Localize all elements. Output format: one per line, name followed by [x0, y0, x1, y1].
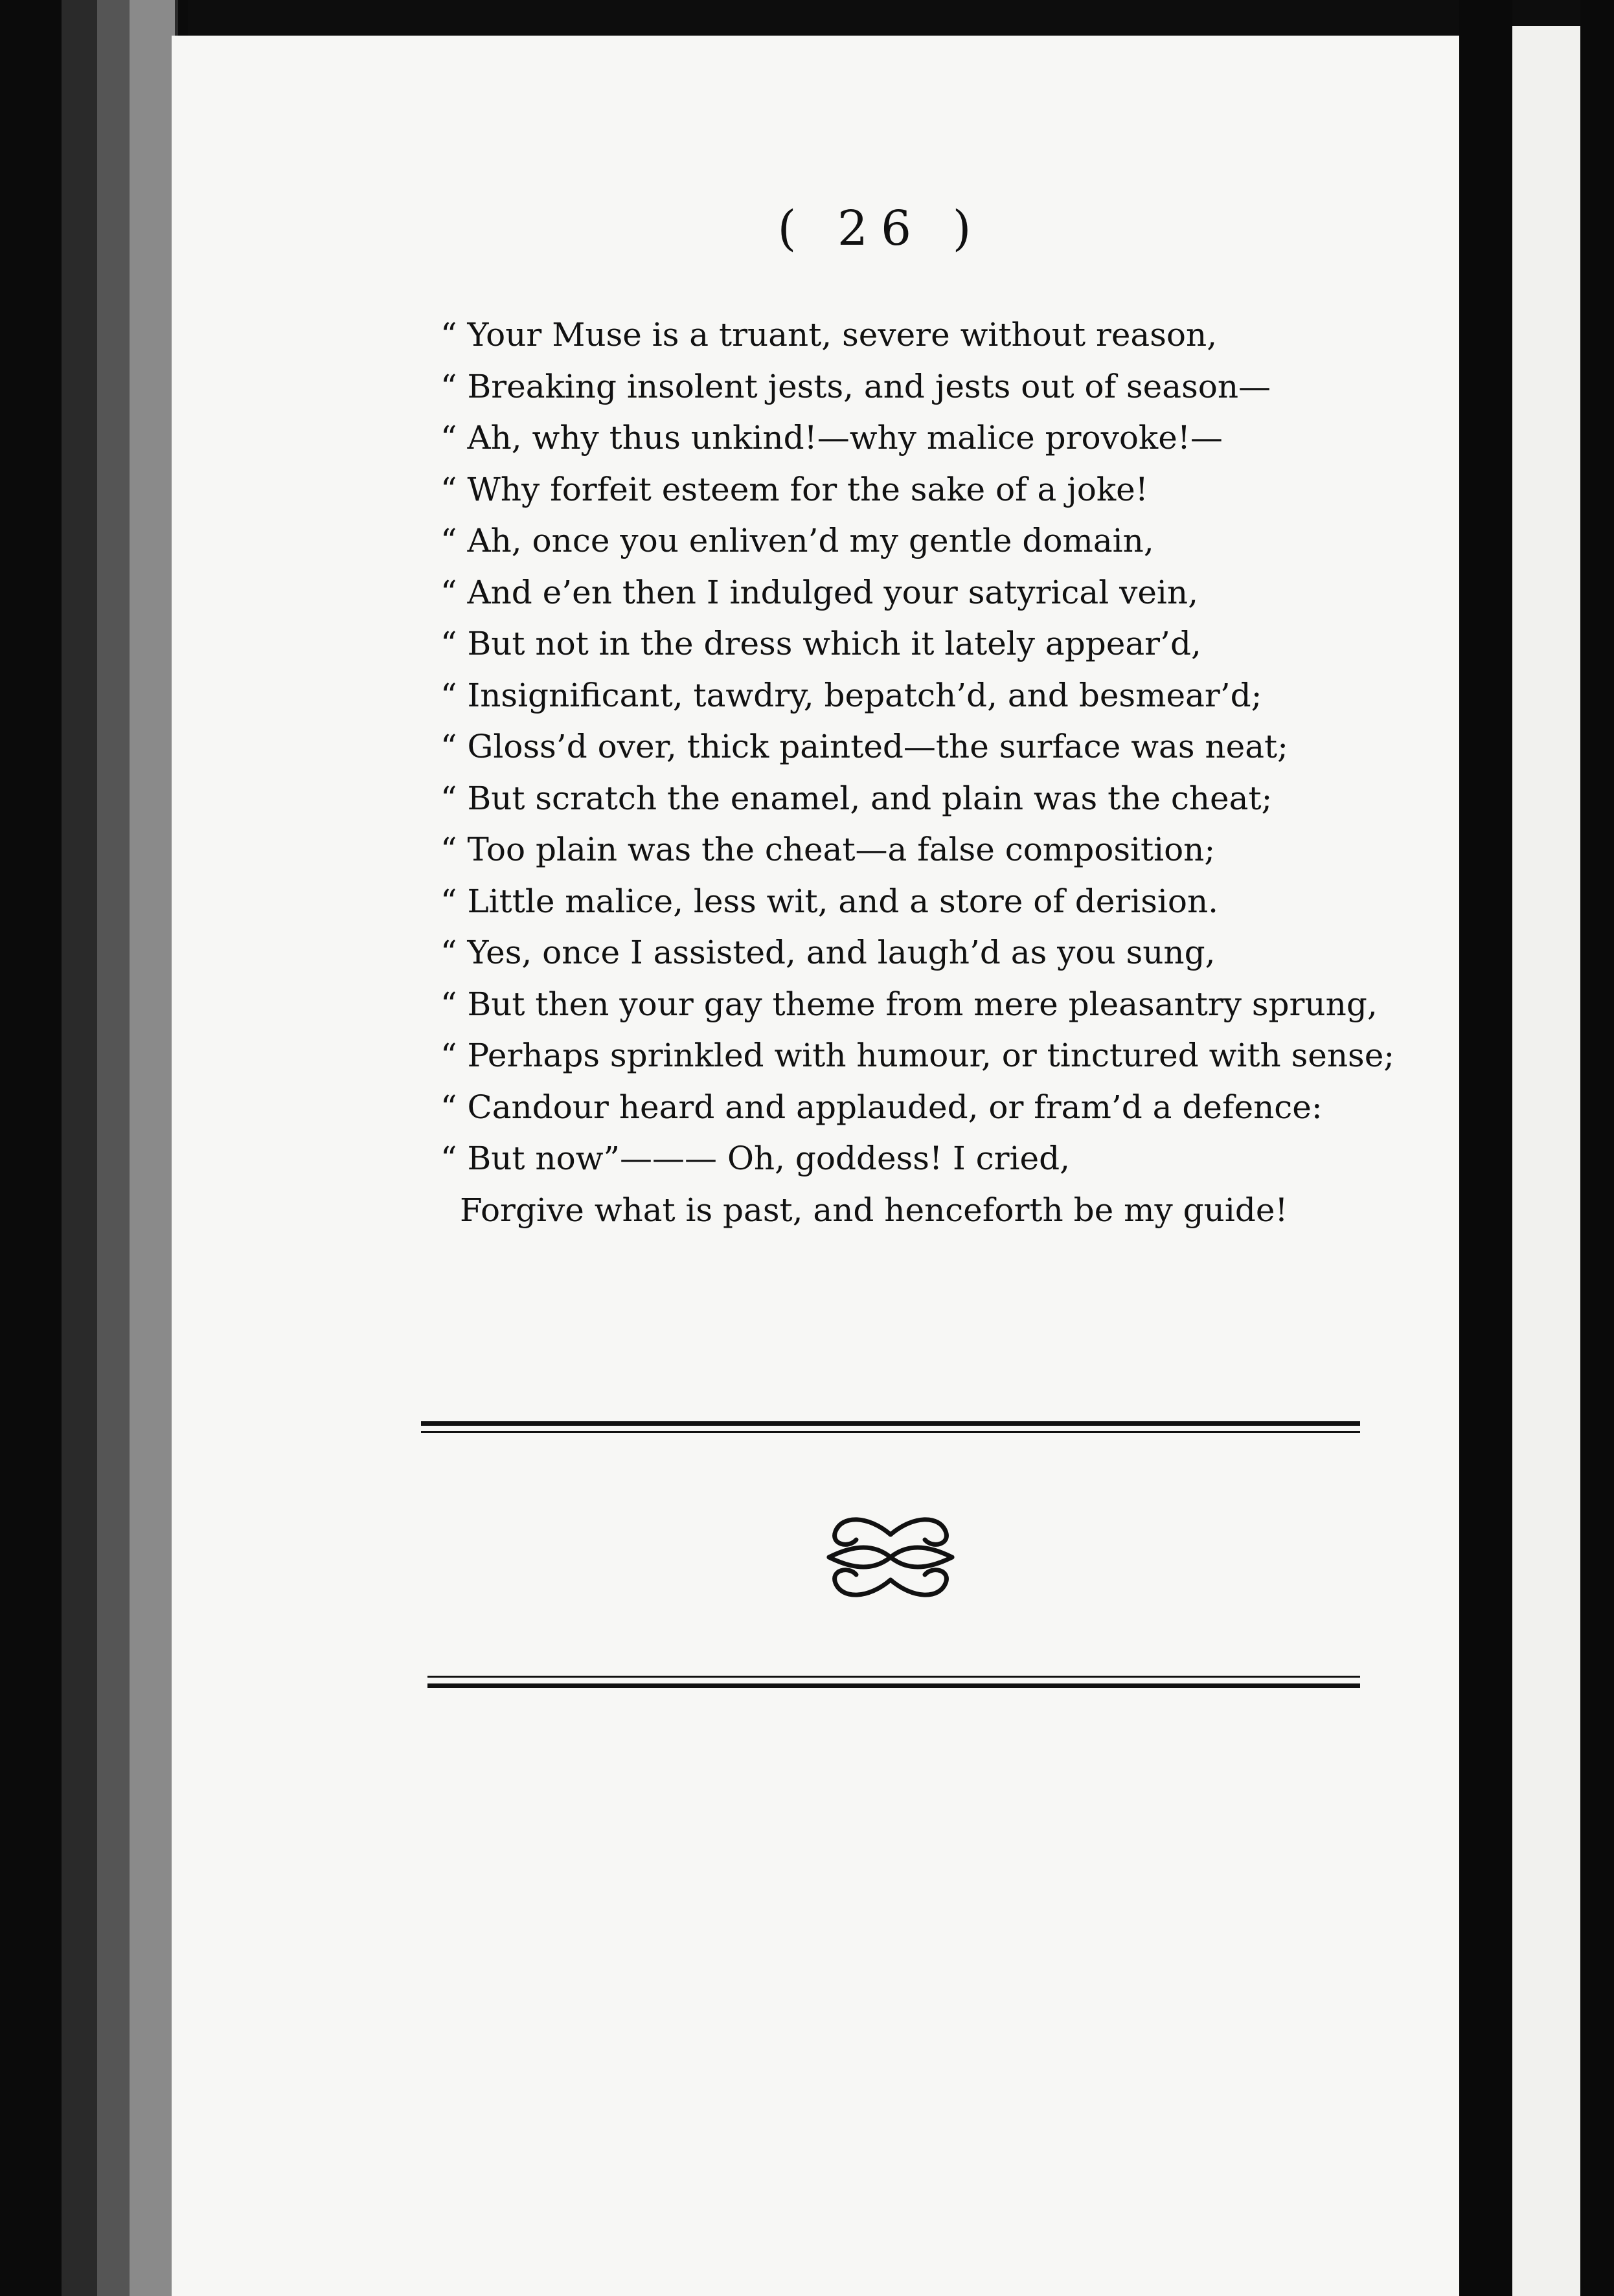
poem-line: Forgive what is past, and henceforth be my guide!: [460, 1191, 1288, 1229]
poem-line: “ Yes, once I assisted, and laugh’d as you sung,: [440, 934, 1216, 971]
page-stack-edge: [130, 0, 175, 2296]
flourish-ornament-icon: [816, 1509, 965, 1606]
poem-line: “ Perhaps sprinkled with humour, or tinctured with sense;: [440, 1037, 1395, 1074]
poem-line: “ Ah, once you enliven’d my gentle domain,: [440, 522, 1154, 559]
poem-line: “ Candour heard and applauded, or fram’d a defence:: [440, 1088, 1323, 1126]
gutter-shadow: [1459, 0, 1512, 2296]
poem-line: “ But then your gay theme from mere pleasantry sprung,: [440, 985, 1378, 1023]
poem-line: “ Insignificant, tawdry, bepatch’d, and besmear’d;: [440, 676, 1262, 714]
poem-line: “ Gloss’d over, thick painted—the surface was neat;: [440, 728, 1288, 765]
page-number: ( 26 ): [777, 201, 984, 256]
double-rule-bottom-thin: [427, 1676, 1360, 1678]
double-rule-top-thick: [421, 1421, 1360, 1426]
poem-line: “ Breaking insolent jests, and jests out of season—: [440, 367, 1271, 405]
double-rule-top-thin: [421, 1431, 1360, 1433]
poem-line: “ But now”——— Oh, goddess! I cried,: [440, 1140, 1070, 1177]
poem-line: “ Little malice, less wit, and a store of derision.: [440, 882, 1219, 920]
poem-line: “ Too plain was the cheat—a false composition;: [440, 831, 1216, 868]
facing-page-edge: [1580, 0, 1614, 2296]
poem-line: “ But not in the dress which it lately appear’d,: [440, 625, 1201, 662]
poem-line: “ But scratch the enamel, and plain was the cheat;: [440, 779, 1273, 817]
double-rule-bottom-thick: [427, 1683, 1360, 1688]
poem-line: “ And e’en then I indulged your satyrical vein,: [440, 573, 1199, 611]
poem-line: “ Why forfeit esteem for the sake of a joke!: [440, 470, 1148, 508]
poem-text: [440, 310, 1395, 1236]
poem-line: “ Your Muse is a truant, severe without reason,: [440, 316, 1218, 354]
poem-line: “ Ah, why thus unkind!—why malice provoke!—: [440, 419, 1223, 456]
